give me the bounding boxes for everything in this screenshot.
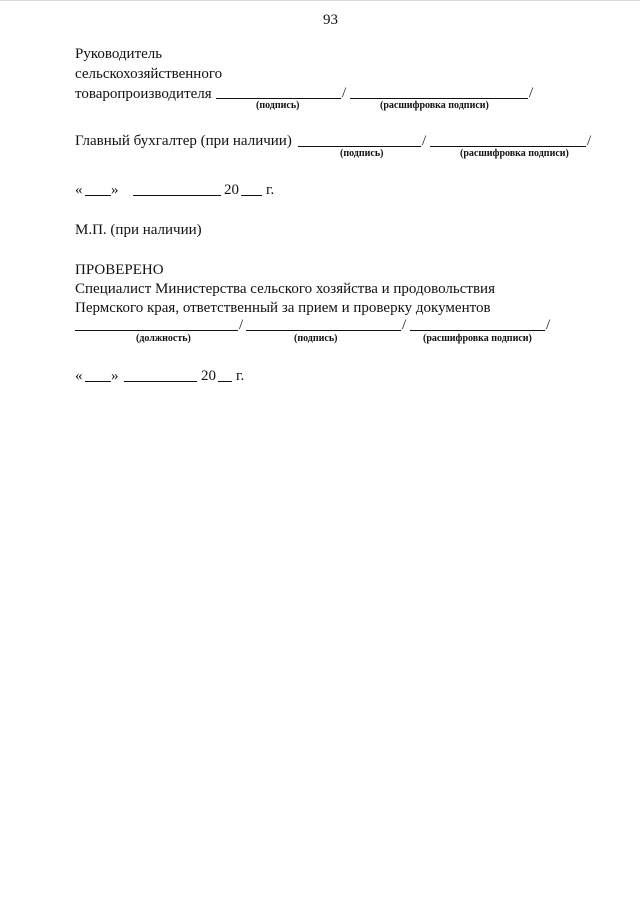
- checked-signature-line: [246, 330, 401, 331]
- checked-end-slash: /: [546, 317, 551, 333]
- checked-line2: Пермского края, ответственный за прием и проверку документов: [75, 300, 491, 316]
- checked-separator-slash-2: /: [402, 317, 407, 333]
- date1-open-quote: «: [75, 182, 83, 198]
- checked-title: ПРОВЕРЕНО: [75, 262, 164, 278]
- checked-decoding-line: [410, 330, 545, 331]
- date2-year-suffix: г.: [236, 368, 245, 384]
- head-signature-line: [216, 98, 341, 99]
- page-number: 93: [323, 12, 338, 28]
- date1-year-line: [241, 195, 262, 196]
- accountant-signature-caption: (подпись): [340, 148, 384, 159]
- head-end-slash: /: [529, 85, 534, 101]
- checked-separator-slash-1: /: [239, 317, 244, 333]
- checked-position-caption: (должность): [136, 333, 191, 344]
- checked-position-line: [75, 330, 238, 331]
- accountant-label: Главный бухгалтер (при наличии): [75, 133, 292, 149]
- head-decoding-line: [350, 98, 528, 99]
- head-signature-caption: (подпись): [256, 100, 300, 111]
- checked-signature-caption: (подпись): [294, 333, 338, 344]
- accountant-decoding-line: [430, 146, 586, 147]
- date1-year-prefix: 20: [224, 182, 239, 198]
- date2-year-line: [218, 381, 232, 382]
- head-separator-slash: /: [342, 85, 347, 101]
- head-title-line1: Руководитель: [75, 46, 163, 62]
- date2-day-line: [85, 381, 111, 382]
- date1-day-line: [85, 195, 111, 196]
- head-title-line3: товаропроизводителя: [75, 86, 212, 102]
- head-title-line2: сельскохозяйственного: [75, 66, 223, 82]
- accountant-separator-slash: /: [422, 133, 427, 149]
- checked-line1: Специалист Министерства сельского хозяйства и продовольствия: [75, 281, 495, 297]
- stamp-note: М.П. (при наличии): [75, 222, 202, 238]
- date1-close-quote: »: [111, 182, 119, 198]
- checked-decoding-caption: (расшифровка подписи): [423, 333, 532, 344]
- date2-year-prefix: 20: [201, 368, 216, 384]
- top-border: [0, 0, 640, 1]
- accountant-decoding-caption: (расшифровка подписи): [460, 148, 569, 159]
- date2-close-quote: »: [111, 368, 119, 384]
- accountant-signature-line: [298, 146, 421, 147]
- date1-month-line: [133, 195, 221, 196]
- date1-year-suffix: г.: [266, 182, 275, 198]
- date2-month-line: [124, 381, 197, 382]
- date2-open-quote: «: [75, 368, 83, 384]
- head-decoding-caption: (расшифровка подписи): [380, 100, 489, 111]
- accountant-end-slash: /: [587, 133, 592, 149]
